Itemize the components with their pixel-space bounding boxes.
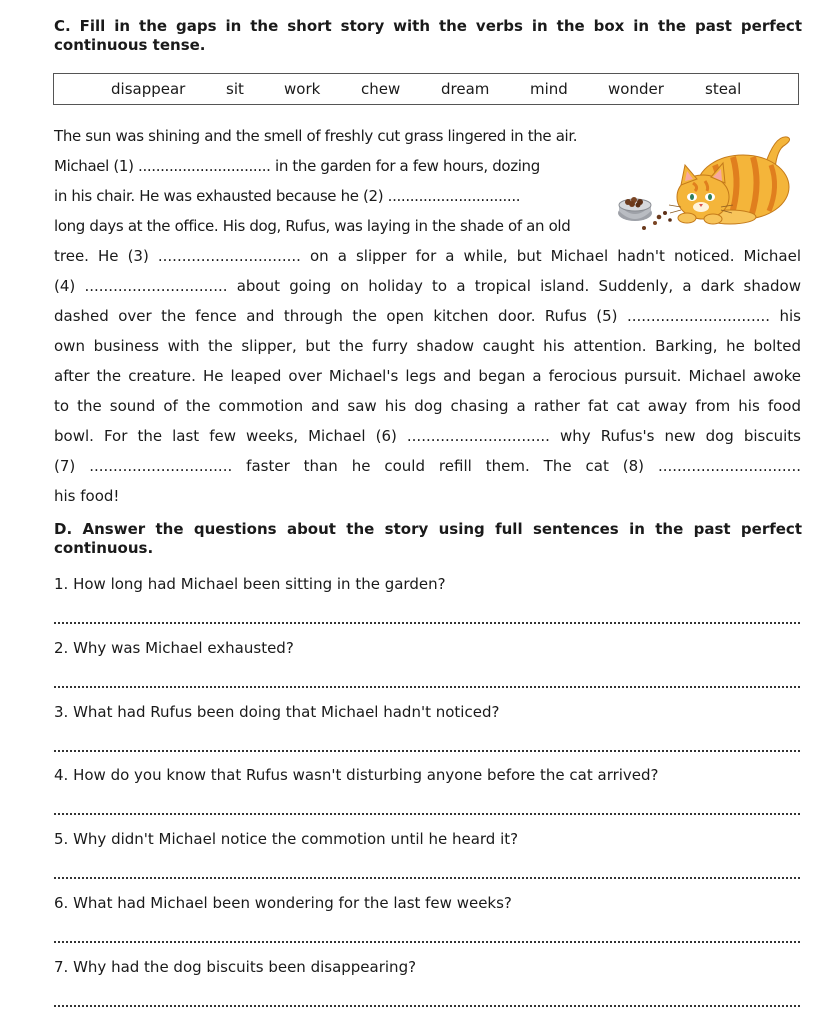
question-2: 2. Why was Michael exhausted? xyxy=(54,639,294,657)
verb-word: mind xyxy=(530,80,568,98)
story-line: dashed over the fence and through the open kitchen door. Rufus (5) .............................. his xyxy=(54,307,801,325)
answer-line-2[interactable] xyxy=(54,686,800,688)
section-c-heading: C. Fill in the gaps in the short story with the verbs in the box in the past perfect continuous tense. xyxy=(54,17,802,54)
cat-illustration xyxy=(615,125,800,235)
story-line: in his chair. He was exhausted because he (2) .............................. xyxy=(54,187,521,205)
verb-word: steal xyxy=(705,80,742,98)
answer-line-5[interactable] xyxy=(54,877,800,879)
story-line: bowl. For the last few weeks, Michael (6) .............................. why Rufus's new dog biscuits xyxy=(54,427,801,445)
story-line: to the sound of the commotion and saw his dog chasing a rather fat cat away from his food xyxy=(54,397,801,415)
verb-word: disappear xyxy=(111,80,186,98)
story-line: his food! xyxy=(54,487,120,505)
food-bowl-icon xyxy=(618,197,672,230)
answer-line-3[interactable] xyxy=(54,750,800,752)
story-line: tree. He (3) .............................. on a slipper for a while, but Michael hadn't noticed. Michael xyxy=(54,247,801,265)
answer-line-6[interactable] xyxy=(54,941,800,943)
question-7: 7. Why had the dog biscuits been disappearing? xyxy=(54,958,417,976)
verb-word: wonder xyxy=(608,80,664,98)
story-line: (4) .............................. about going on holiday to a tropical island. Suddenly, a dark shadow xyxy=(54,277,801,295)
verb-word: chew xyxy=(361,80,401,98)
section-d-heading: D. Answer the questions about the story using full sentences in the past perfect continuous. xyxy=(54,520,802,557)
question-1: 1. How long had Michael been sitting in the garden? xyxy=(54,575,446,593)
story-line: (7) .............................. faster than he could refill them. The cat (8) .............................. xyxy=(54,457,801,475)
answer-line-1[interactable] xyxy=(54,622,800,624)
story-line: own business with the slipper, but the furry shadow caught his attention. Barking, he bolted xyxy=(54,337,801,355)
question-5: 5. Why didn't Michael notice the commotion until he heard it? xyxy=(54,830,519,848)
verb-word: dream xyxy=(441,80,490,98)
story-line: long days at the office. His dog, Rufus, was laying in the shade of an old xyxy=(54,217,571,235)
cat-figure xyxy=(669,137,790,224)
verb-word-box xyxy=(53,73,799,105)
answer-line-4[interactable] xyxy=(54,813,800,815)
question-6: 6. What had Michael been wondering for the last few weeks? xyxy=(54,894,512,912)
verb-word: work xyxy=(284,80,321,98)
answer-line-7[interactable] xyxy=(54,1005,800,1007)
story-line: Michael (1) .............................. in the garden for a few hours, dozing xyxy=(54,157,540,175)
question-3: 3. What had Rufus been doing that Michael hadn't noticed? xyxy=(54,703,500,721)
question-4: 4. How do you know that Rufus wasn't disturbing anyone before the cat arrived? xyxy=(54,766,659,784)
story-line: The sun was shining and the smell of freshly cut grass lingered in the air. xyxy=(54,127,578,145)
story-line: after the creature. He leaped over Michael's legs and began a ferocious pursuit. Michael awoke xyxy=(54,367,801,385)
verb-word: sit xyxy=(226,80,244,98)
